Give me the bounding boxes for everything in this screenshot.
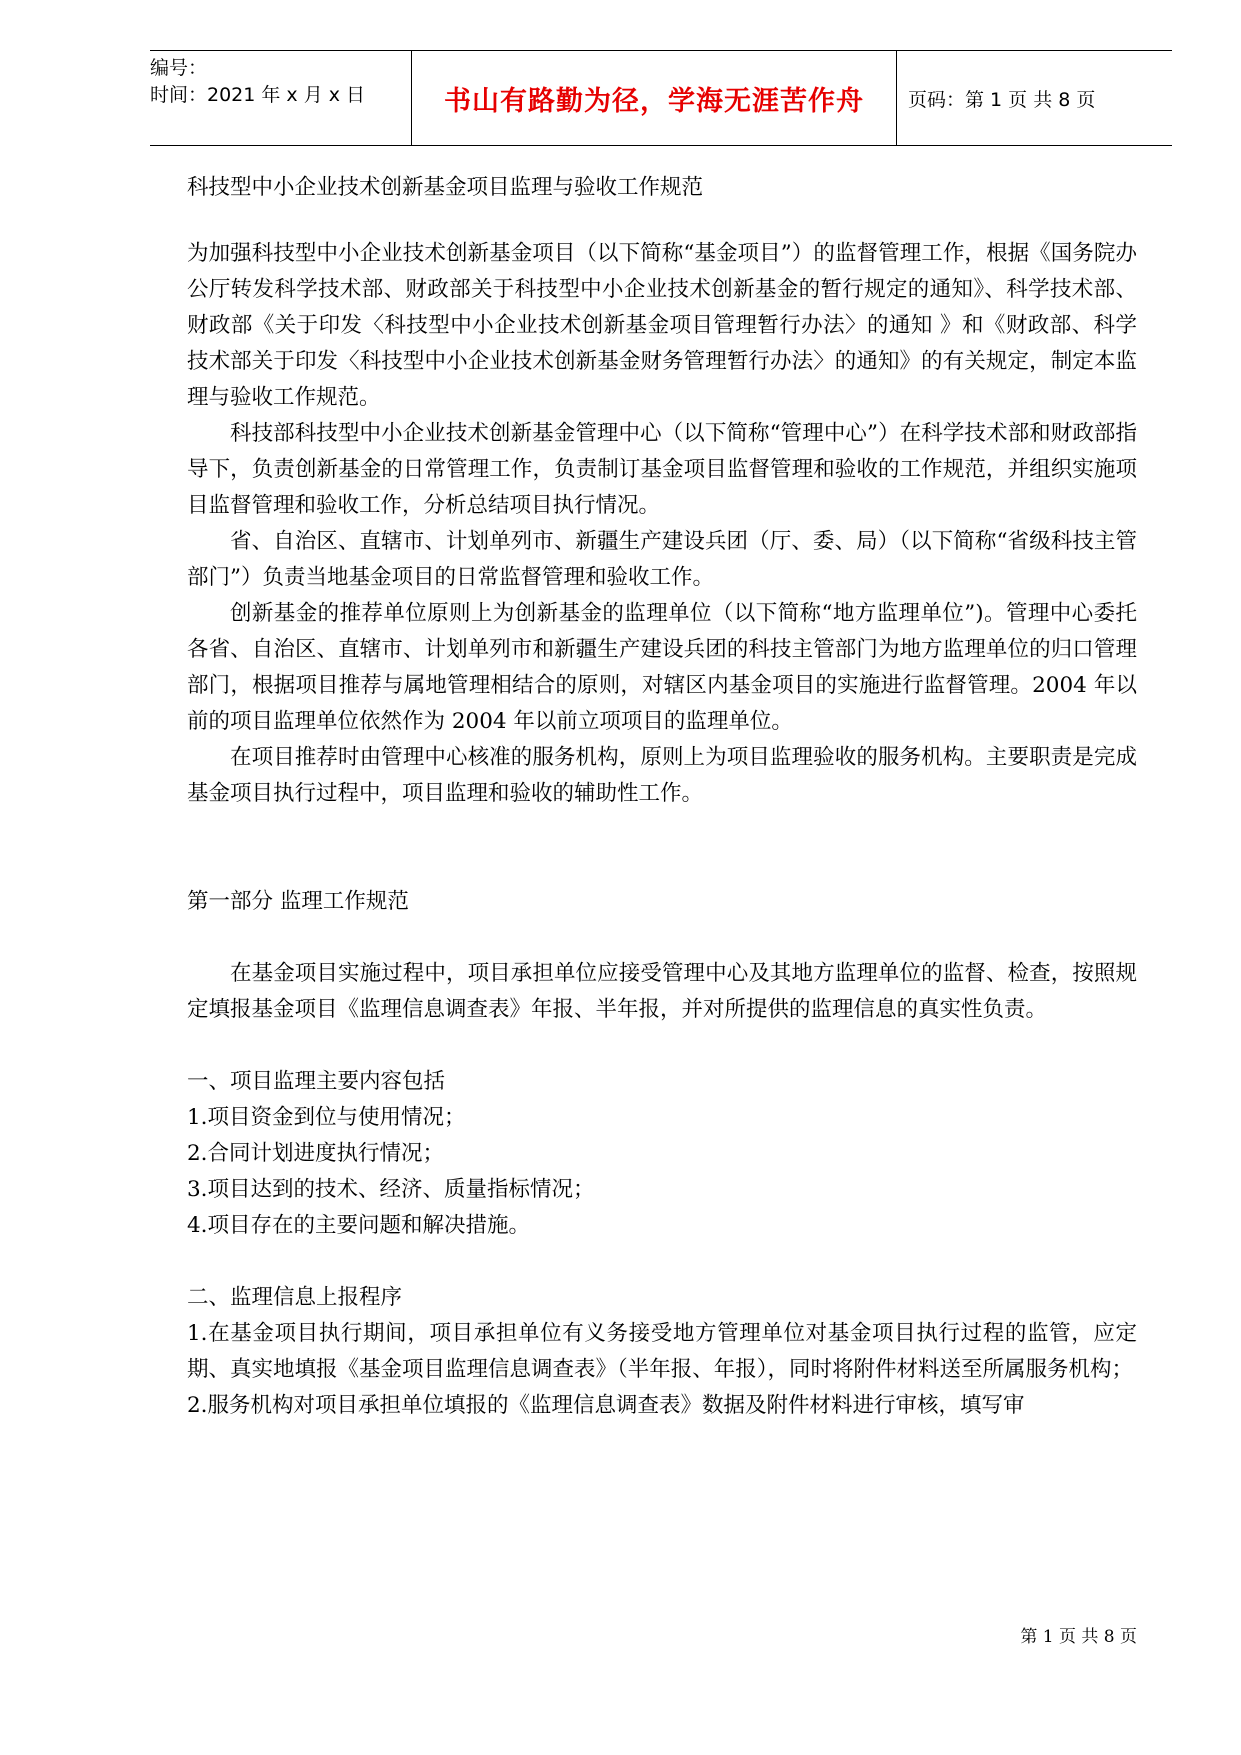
section1-heading: 一、项目监理主要内容包括 <box>187 1069 446 1094</box>
document-body <box>187 170 1137 1424</box>
section2-item: 2.服务机构对项目承担单位填报的《监理信息调查表》数据及附件材料进行审核，填写审 <box>187 1393 1025 1418</box>
intro-paragraph-4: 创新基金的推荐单位原则上为创新基金的监理单位（以下简称“地方监理单位”)。管理中心委托各省、自治区、直辖市、计划单列市和新疆生产建设兵团的科技主管部门为地方监理单位的归口管理部门，根据项目推荐与属地管理相结合的原则，对辖区内基金项目的实施进行监督管理。2004 年以前的项目监理单位依然作为 2004 年以前立项项目的监理单位。 <box>187 601 1137 734</box>
intro-paragraph-2: 科技部科技型中小企业技术创新基金管理中心（以下简称“管理中心”）在科学技术部和财政部指导下，负责创新基金的日常管理工作，负责制订基金项目监督管理和验收的工作规范，并组织实施项目监督管理和验收工作，分析总结项目执行情况。 <box>187 421 1137 518</box>
header-meta-cell <box>150 51 412 145</box>
section2-item: 1.在基金项目执行期间，项目承担单位有义务接受地方管理单位对基金项目执行过程的监管，应定期、真实地填报《基金项目监理信息调查表》（半年报、年报），同时将附件材料送至所属服务机构； <box>187 1321 1137 1382</box>
header-page-label: 页码：第 1 页 共 8 页 <box>908 88 1096 111</box>
section1-item: 3.项目达到的技术、经济、质量指标情况； <box>187 1177 595 1202</box>
part1-heading: 第一部分 监理工作规范 <box>187 889 409 914</box>
document-title: 科技型中小企业技术创新基金项目监理与验收工作规范 <box>187 175 704 200</box>
intro-paragraph-5: 在项目推荐时由管理中心核准的服务机构，原则上为项目监理验收的服务机构。主要职责是完成基金项目执行过程中，项目监理和验收的辅助性工作。 <box>187 745 1137 806</box>
intro-paragraph-1: 为加强科技型中小企业技术创新基金项目（以下简称“基金项目”）的监督管理工作，根据《国务院办公厅转发科学技术部、财政部关于科技型中小企业技术创新基金的暂行规定的通知》、科学技术部、财政部《关于印发〈科技型中小企业技术创新基金项目管理暂行办法〉的通知 》和《财政部、科学技术部关于印发〈科技型中小企业技术创新基金财务管理暂行办法〉的通知》的有关规定，制定本监理与验收工作规范。 <box>187 241 1137 410</box>
header-motto: 书山有路勤为径，学海无涯苦作舟 <box>444 85 864 117</box>
section1-item: 2.合同计划进度执行情况； <box>187 1141 445 1166</box>
intro-paragraph-3: 省、自治区、直辖市、计划单列市、新疆生产建设兵团（厅、委、局）（以下简称“省级科技主管部门”）负责当地基金项目的日常监督管理和验收工作。 <box>187 529 1137 590</box>
document-time-label: 时间：2021 年 x 月 x 日 <box>150 84 366 106</box>
page-header <box>150 50 1172 146</box>
section2-heading: 二、监理信息上报程序 <box>187 1285 403 1310</box>
section1-item: 1.项目资金到位与使用情况； <box>187 1105 466 1130</box>
section1-item: 4.项目存在的主要问题和解决措施。 <box>187 1213 531 1238</box>
header-motto-cell <box>412 51 897 145</box>
document-number-label: 编号： <box>150 57 208 79</box>
header-page-cell <box>897 51 1172 145</box>
part1-paragraph: 在基金项目实施过程中，项目承担单位应接受管理中心及其地方监理单位的监督、检查，按照规定填报基金项目《监理信息调查表》年报、半年报，并对所提供的监理信息的真实性负责。 <box>187 961 1137 1022</box>
page-footer: 第 1 页 共 8 页 <box>1020 1627 1137 1647</box>
